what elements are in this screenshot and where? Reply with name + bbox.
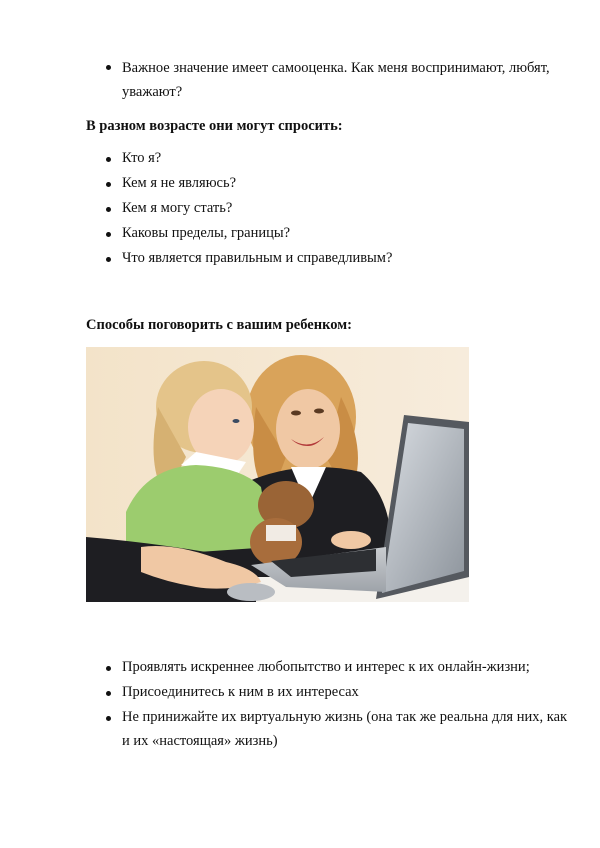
tip-item: Присоединитесь к ним в их интересах bbox=[122, 684, 359, 700]
bullet-marker bbox=[106, 666, 111, 671]
intro-bullet-line-1: Важное значение имеет самооценка. Как меня воспринимают, любят, bbox=[122, 60, 550, 76]
intro-bullet-line-2: уважают? bbox=[122, 84, 183, 100]
bullet-marker bbox=[106, 257, 111, 262]
bullet-marker bbox=[106, 232, 111, 237]
bullet-marker bbox=[106, 716, 111, 721]
bullet-marker bbox=[106, 157, 111, 162]
bullet-marker bbox=[106, 182, 111, 187]
question-item: Кем я могу стать? bbox=[122, 200, 233, 216]
ways-heading: Способы поговорить с вашим ребенком: bbox=[86, 317, 352, 333]
last-tip-line-2: и их «настоящая» жизнь) bbox=[122, 733, 278, 749]
question-item: Кто я? bbox=[122, 150, 162, 166]
bullet-marker bbox=[106, 207, 111, 212]
bullet-marker bbox=[106, 691, 111, 696]
tip-item: Проявлять искреннее любопытство и интерес к их онлайн-жизни; bbox=[122, 659, 530, 675]
question-item: Что является правильным и справедливым? bbox=[122, 250, 393, 266]
question-item: Кем я не являюсь? bbox=[122, 175, 237, 191]
last-tip-line-1: Не принижайте их виртуальную жизнь (она так же реальна для них, как bbox=[122, 709, 568, 725]
question-item: Каковы пределы, границы? bbox=[122, 225, 291, 241]
bullet-marker bbox=[106, 65, 111, 70]
ages-heading: В разном возрасте они могут спросить: bbox=[86, 118, 343, 134]
mother-child-laptop-photo bbox=[86, 347, 469, 602]
